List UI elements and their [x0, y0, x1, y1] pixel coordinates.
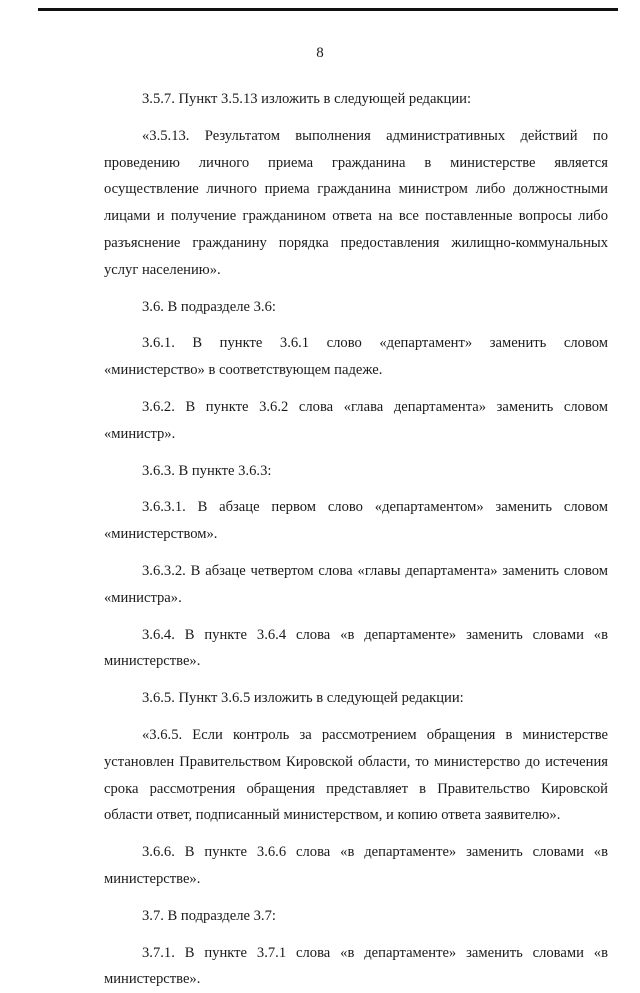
paragraph-3-7: 3.7. В подразделе 3.7:	[142, 907, 276, 924]
paragraph-3-6-1: 3.6.1. В пункте 3.6.1 слово «департамент» заменить словом «министерство» в соответствующем падеже.	[104, 335, 608, 379]
paragraph-quote-3-5-13: «3.5.13. Результатом выполнения административных действий по проведению личного приема гражданина в министерстве является осуществление личного приема гражданина министром либо должностными лицами и получение гражданином ответа на все поставленные вопросы либо разъяснение гражданину порядка предоставления жилищно-коммунальных услуг населению».	[104, 127, 608, 278]
top-border-rule	[38, 8, 618, 11]
paragraph-3-6-3-1: 3.6.3.1. В абзаце первом слово «департаментом» заменить словом «министерством».	[104, 499, 608, 543]
paragraph-3-6-4: 3.6.4. В пункте 3.6.4 слова «в департаменте» заменить словами «в министерстве».	[104, 626, 608, 670]
paragraph-3-7-1: 3.7.1. В пункте 3.7.1 слова «в департаменте» заменить словами «в министерстве».	[104, 944, 608, 988]
paragraph-3-5-7: 3.5.7. Пункт 3.5.13 изложить в следующей редакции:	[142, 91, 471, 107]
paragraph-3-6-6: 3.6.6. В пункте 3.6.6 слова «в департаменте» заменить словами «в министерстве».	[104, 844, 608, 887]
paragraph-3-6-5: 3.6.5. Пункт 3.6.5 изложить в следующей редакции:	[142, 690, 464, 707]
paragraph-3-6: 3.6. В подразделе 3.6:	[142, 298, 276, 315]
document-body	[104, 86, 608, 993]
paragraph-3-6-3: 3.6.3. В пункте 3.6.3:	[142, 462, 272, 479]
page-number: 8	[316, 45, 324, 61]
paragraph-3-6-2: 3.6.2. В пункте 3.6.2 слова «глава департамента» заменить словом «министр».	[104, 398, 608, 442]
paragraph-3-6-3-2: 3.6.3.2. В абзаце четвертом слова «главы департамента» заменить словом «министра».	[104, 562, 608, 606]
paragraph-quote-3-6-5: «3.6.5. Если контроль за рассмотрением обращения в министерстве установлен Правительством Кировской области, то министерство до истечения срока рассмотрения обращения представляет в Правительство Кировской области ответ, подписанный министерством, и копию ответа заявителю».	[104, 726, 608, 824]
